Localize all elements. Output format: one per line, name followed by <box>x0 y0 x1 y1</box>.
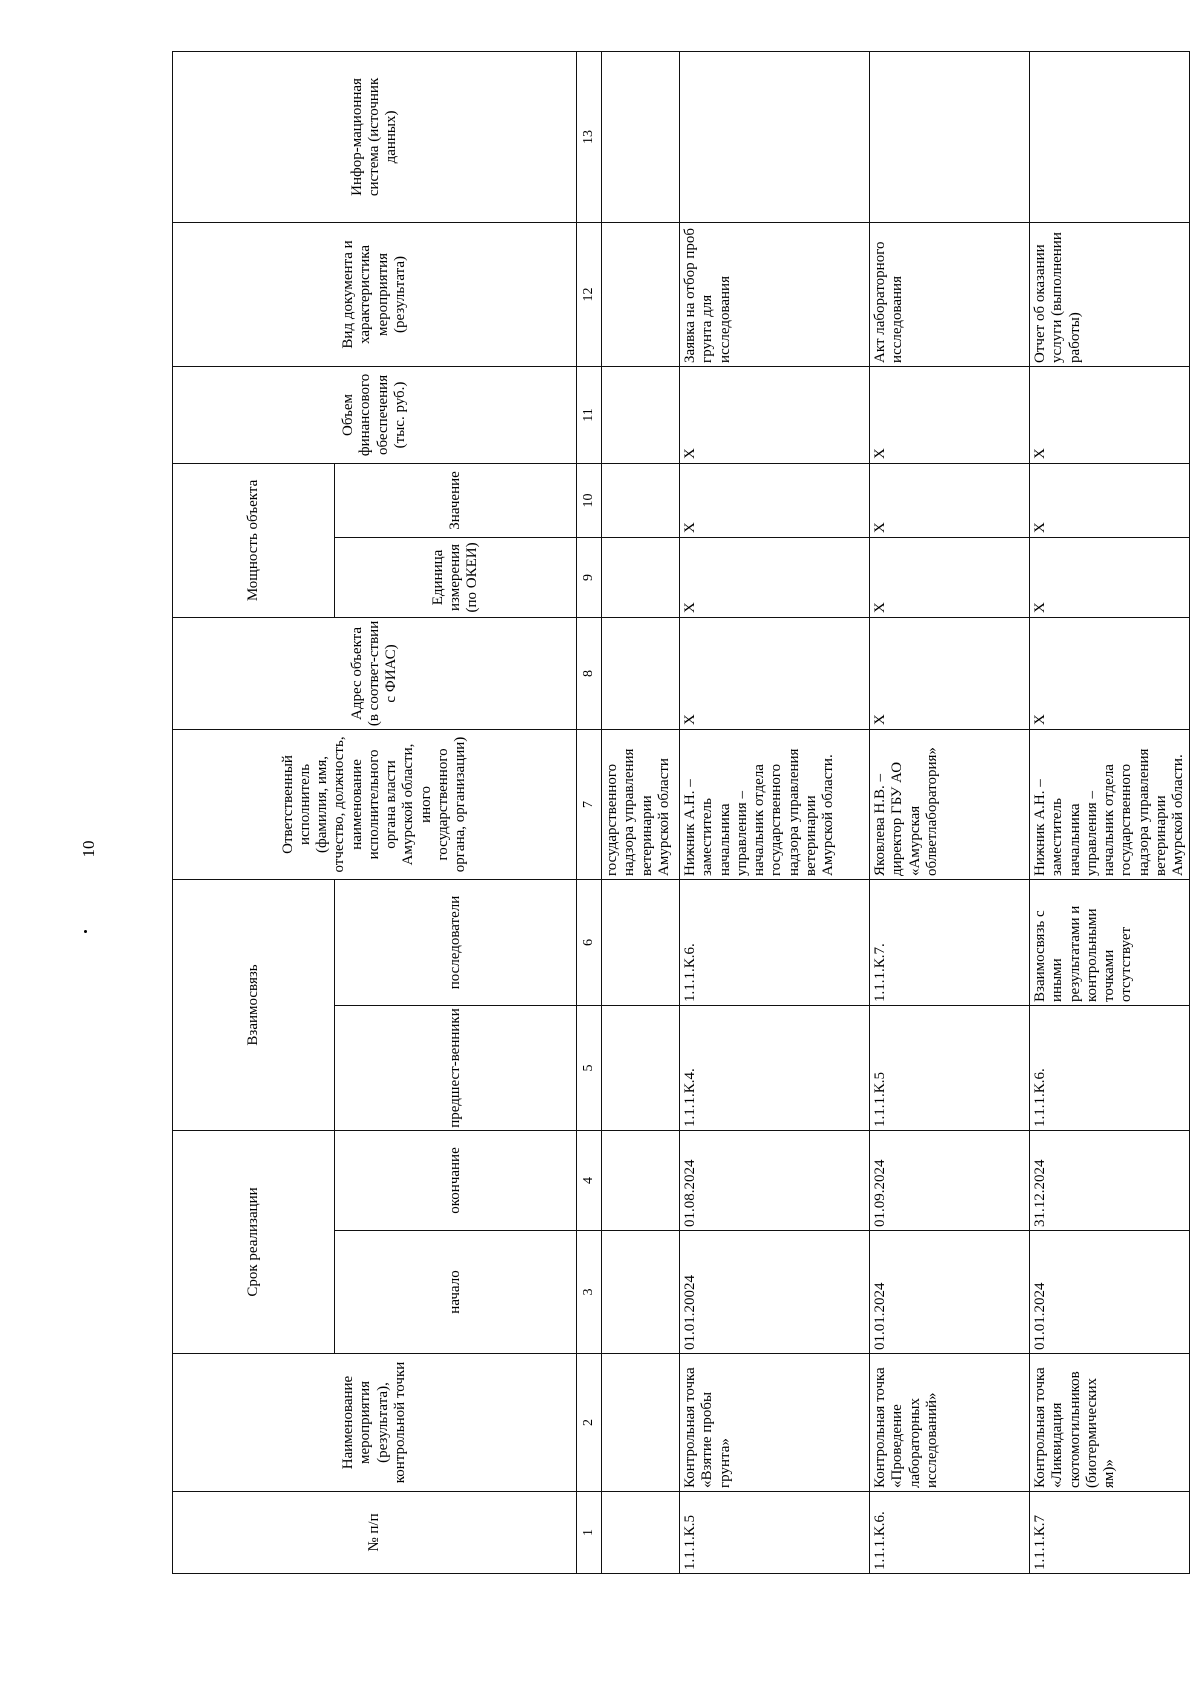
cell-start: 01.01.20024 <box>680 1231 870 1354</box>
header-value: Значение <box>335 463 577 537</box>
cell-name: Контрольная точка «Ликвидация скотомогильников (биотермических ям)» <box>1030 1354 1190 1492</box>
cell-unit: Х <box>680 537 870 617</box>
col-number: 11 <box>577 366 602 463</box>
header-predecessors: предшест-венники <box>335 1005 577 1130</box>
table-row <box>1030 51 1190 1573</box>
col-number: 1 <box>577 1492 602 1574</box>
cell-value: Х <box>1030 463 1190 537</box>
cell-unit: Х <box>870 537 1030 617</box>
cell-address <box>602 617 680 729</box>
cell-start: 01.01.2024 <box>870 1231 1030 1354</box>
cell-address: Х <box>870 617 1030 729</box>
cell-value: Х <box>870 463 1030 537</box>
cell-responsible: Яковлева Н.В. – директор ГБУ АО «Амурская облветлаборатория» <box>870 729 1030 879</box>
cell-doc: Акт лабораторного исследования <box>870 222 1030 366</box>
column-number-row <box>577 51 602 1573</box>
cell-end: 01.09.2024 <box>870 1130 1030 1230</box>
header-period: Срок реализации <box>173 1130 335 1353</box>
cell-name: Контрольная точка «Взятие пробы грунта» <box>680 1354 870 1492</box>
cell-num: 1.1.1.К.5 <box>680 1492 870 1574</box>
col-number: 2 <box>577 1354 602 1492</box>
cell-predecessor <box>602 1005 680 1130</box>
cell-start <box>602 1231 680 1354</box>
cell-info <box>680 51 870 222</box>
col-number: 3 <box>577 1231 602 1354</box>
header-successors: последователи <box>335 879 577 1005</box>
header-finance: Объем финансового обеспечения (тыс. руб.) <box>173 366 577 463</box>
cell-doc <box>602 222 680 366</box>
col-number: 6 <box>577 879 602 1005</box>
cell-unit: Х <box>1030 537 1190 617</box>
cell-responsible: Нижник А.Н. – заместитель начальника управления – начальник отдела государственного надзора управления ветеринарии Амурской области. <box>1030 729 1190 879</box>
col-number: 5 <box>577 1005 602 1130</box>
header-doc: Вид документа и характеристика мероприятия (результата) <box>173 222 577 366</box>
col-number: 12 <box>577 222 602 366</box>
cell-info <box>870 51 1030 222</box>
header-start: начало <box>335 1231 577 1354</box>
header-relation: Взаимосвязь <box>173 879 335 1130</box>
header-capacity: Мощность объекта <box>173 463 335 617</box>
cell-doc: Отчет об оказании услуги (выполнении работы) <box>1030 222 1190 366</box>
cell-address: Х <box>1030 617 1190 729</box>
table-row <box>870 51 1030 1573</box>
cell-end: 31.12.2024 <box>1030 1130 1190 1230</box>
col-number: 7 <box>577 729 602 879</box>
plan-table <box>172 51 1190 1574</box>
col-number: 8 <box>577 617 602 729</box>
cell-responsible: Нижник А.Н. – заместитель начальника управления – начальник отдела государственного надзора управления ветеринарии Амурской области. <box>680 729 870 879</box>
scan-speck <box>84 930 87 933</box>
header-num: № п/п <box>173 1492 577 1574</box>
col-number: 13 <box>577 51 602 222</box>
col-number: 9 <box>577 537 602 617</box>
col-number: 10 <box>577 463 602 537</box>
cell-info <box>602 51 680 222</box>
header-unit: Единица измерения (по ОКЕИ) <box>335 537 577 617</box>
table-row <box>602 51 680 1573</box>
cell-predecessor: 1.1.1.К.5 <box>870 1005 1030 1130</box>
cell-num <box>602 1492 680 1574</box>
cell-value: Х <box>680 463 870 537</box>
header-name: Наименование мероприятия (результата), контрольной точки <box>173 1354 577 1492</box>
cell-doc: Заявка на отбор проб грунта для исследования <box>680 222 870 366</box>
header-end: окончание <box>335 1130 577 1230</box>
cell-start: 01.01.2024 <box>1030 1231 1190 1354</box>
header-info: Инфор-мационная система (источник данных) <box>173 51 577 222</box>
col-number: 4 <box>577 1130 602 1230</box>
cell-finance: Х <box>870 366 1030 463</box>
cell-unit <box>602 537 680 617</box>
header-responsible: Ответственный исполнитель (фамилия, имя, отчество, должность, наименование исполнительного органа власти Амурской области, иного государственного органа, организации) <box>173 729 577 879</box>
cell-successor: 1.1.1.К.6. <box>680 879 870 1005</box>
cell-successor: Взаимосвязь с иными результатами и контрольными точками отсутствует <box>1030 879 1190 1005</box>
cell-predecessor: 1.1.1.К.6. <box>1030 1005 1190 1130</box>
cell-name <box>602 1354 680 1492</box>
header-address: Адрес объекта (в соответ-ствии с ФИАС) <box>173 617 577 729</box>
cell-responsible: государственного надзора управления ветеринарии Амурской области <box>602 729 680 879</box>
cell-predecessor: 1.1.1.К.4. <box>680 1005 870 1130</box>
cell-info <box>1030 51 1190 222</box>
table-row <box>680 51 870 1573</box>
page-number: 10 <box>79 840 98 858</box>
cell-value <box>602 463 680 537</box>
cell-end: 01.08.2024 <box>680 1130 870 1230</box>
cell-end <box>602 1130 680 1230</box>
cell-successor: 1.1.1.К.7. <box>870 879 1030 1005</box>
cell-num: 1.1.1.К.7 <box>1030 1492 1190 1574</box>
cell-finance <box>602 366 680 463</box>
cell-num: 1.1.1.К.6. <box>870 1492 1030 1574</box>
cell-finance: Х <box>1030 366 1190 463</box>
header-row-top <box>173 51 335 1573</box>
cell-name: Контрольная точка «Проведение лабораторных исследований» <box>870 1354 1030 1492</box>
rotated-table-sheet <box>172 52 1186 1574</box>
cell-address: Х <box>680 617 870 729</box>
cell-successor <box>602 879 680 1005</box>
cell-finance: Х <box>680 366 870 463</box>
